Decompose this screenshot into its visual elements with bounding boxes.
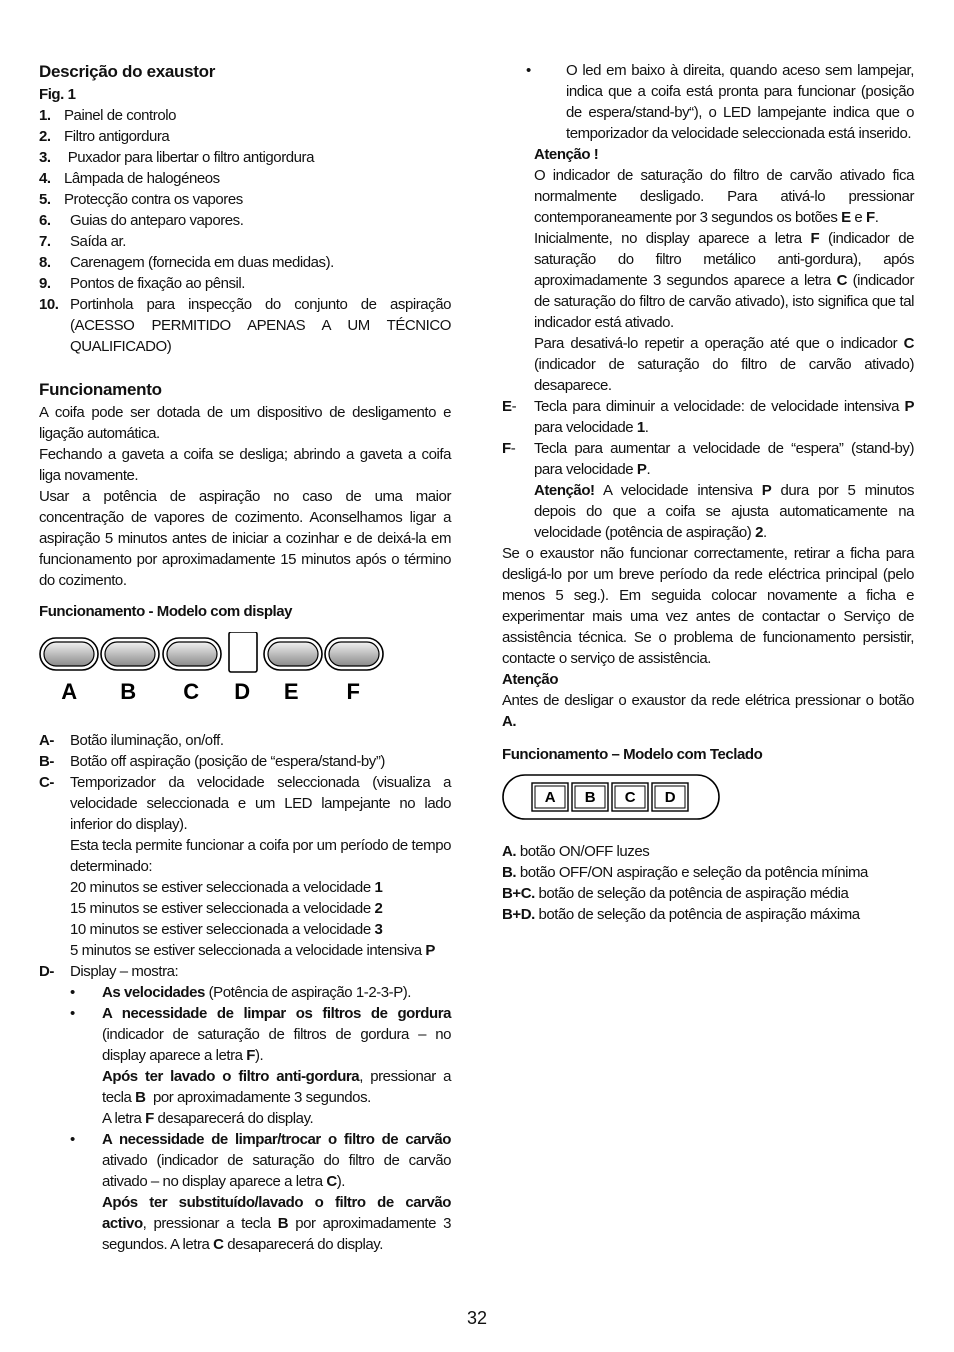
paragraph: Usar a potência de aspiração no caso de uma maior concentração de vapores de cozimento. Aconselhamos ligar a aspiração 5 minutos antes de iniciar a cozinhar e de deixá-la em funcionamento por aproximadamente 15 minutos após o término do cozimento. <box>39 488 451 589</box>
display-label-c: C <box>183 679 199 704</box>
list-item: 6. Guias do anteparo vapores. <box>39 212 244 229</box>
keypad-legend-item: B. botão OFF/ON aspiração e seleção da potência mínima <box>502 864 868 881</box>
key-label-d: D <box>664 789 676 806</box>
display-label-d: D <box>234 679 250 704</box>
list-item: E- Tecla para diminuir a velocidade: de velocidade intensiva P para velocidade 1. <box>502 398 914 436</box>
list-item: F- Tecla para aumentar a velocidade de “espera” (stand-by) para velocidade P. Atenção! A velocidade intensiva P dura por 5 minutos depois do que a coifa se ajusta automaticamente na velocidade (potência de aspiração) 2. <box>502 440 914 541</box>
display-label-f: F <box>346 679 360 704</box>
display-label-e: E <box>283 679 299 704</box>
list-item: 9. Pontos de fixação ao pênsil. <box>39 275 246 292</box>
display-label-b: B <box>120 679 136 704</box>
section-heading-keypad-model: Funcionamento – Modelo com Teclado <box>502 746 763 763</box>
page-number: 32 <box>466 1308 488 1328</box>
button-f-shape <box>325 638 383 670</box>
keypad-legend-item: A. botão ON/OFF luzes <box>502 843 650 860</box>
attention-title: Atenção <box>502 671 559 688</box>
key-label-b: B <box>584 789 596 806</box>
fig-label: Fig. 1 <box>39 86 76 103</box>
list-item: 3. Puxador para libertar o filtro antigordura <box>39 149 314 166</box>
list-item: 7. Saída ar. <box>39 233 126 250</box>
display-label-a: A <box>61 679 77 704</box>
paragraph: Fechando a gaveta a coifa se desliga; abrindo a gaveta a coifa liga novamente. <box>39 446 451 484</box>
button-b-shape <box>101 638 159 670</box>
attention-title: Atenção ! <box>534 146 599 163</box>
bullet-item: • A necessidade de limpar os filtros de gordura (indicador de saturação de filtros de gordura – no display aparece a letra F). Após ter lavado o filtro anti-gordura, pressionar a tecla B por aproximadamente 3 segundos. A letra F desaparecerá do display. <box>70 1005 451 1127</box>
keypad-legend-item: B+D. botão de seleção da potência de aspiração máxima <box>502 906 860 923</box>
bullet-item: • A necessidade de limpar/trocar o filtro de carvão ativado (indicador de saturação do filtro de carvão ativado – no display aparece a letra C). Após ter substituído/lavado o filtro de carvão activo, pressionar a tecla B por aproximadamente 3 segundos. A letra C desaparecerá do display. <box>70 1131 451 1253</box>
list-item: B- Botão off aspiração (posição de “espera/stand-by”) <box>39 753 385 770</box>
section-heading-description: Descrição do exaustor <box>39 62 216 81</box>
paragraph: A coifa pode ser dotada de um dispositivo de desligamento e ligação automática. <box>39 404 451 442</box>
list-item: 5. Protecção contra os vapores <box>39 191 243 208</box>
list-item: C- Temporizador da velocidade seleccionada (visualiza a velocidade seleccionada e um LED lampejante no lado inferior do display). Esta tecla permite funcionar a coifa por um período de tempo determinado: 20 minutos se estiver seleccionada a velocidade 1 15 minutos se estiver seleccionada a velocidade 2 10 minutos se estiver seleccionada a velocidade 3 5 minutos se estiver seleccionada a velocidade intensiva P <box>39 774 451 959</box>
list-item: A- Botão iluminação, on/off. <box>39 732 224 749</box>
keypad-legend-item: B+C. botão de seleção da potência de aspiração média <box>502 885 849 902</box>
section-heading-operation: Funcionamento <box>39 380 162 399</box>
section-heading-display-model: Funcionamento - Modelo com display <box>39 603 293 620</box>
display-panel-diagram <box>39 632 451 722</box>
key-label-c: C <box>624 789 636 806</box>
list-item: D- Display – mostra: <box>39 963 179 980</box>
button-e-shape <box>264 638 322 670</box>
bullet-item: • As velocidades (Potência de aspiração 1-2-3-P). <box>70 984 412 1001</box>
key-label-a: A <box>544 789 556 806</box>
button-a-shape <box>40 638 98 670</box>
left-column <box>39 60 451 1255</box>
keypad-diagram <box>502 771 914 823</box>
paragraph: Se o exaustor não funcionar correctamente, retirar a ficha para desligá-lo por um breve período da rede eléctrica principal (pelo menos 5 seg.). Em seguida colocar novamente a ficha e experimentar mais uma vez antes de contactar o Serviço de assistência técnica. Se o problema de funcionamento persistir, contacte o serviço de assistência. <box>502 545 914 667</box>
paragraph: Antes de desligar o exaustor da rede elétrica pressionar o botão A. <box>502 692 914 730</box>
bullet-item: • O led em baixo à direita, quando aceso sem lampejar, indica que a coifa está pronta para funcionar (posição de espera/stand-by“), o LED lampejante indica que o temporizador da velocidade seleccionada está inserido. <box>526 62 914 142</box>
parts-list <box>39 105 451 357</box>
right-column <box>502 60 914 925</box>
list-item: 8. Carenagem (fornecida em duas medidas). <box>39 254 334 271</box>
button-c-shape <box>163 638 221 670</box>
display-window-shape <box>229 632 257 672</box>
list-item: 10. Portinhola para inspecção do conjunto de aspiração (ACESSO PERMITIDO APENAS A UM TÉCNICO QUALIFICADO) <box>39 296 451 355</box>
attention-block: Atenção ! O indicador de saturação do filtro de carvão ativado fica normalmente desligado. Para ativá-lo pressionar contemporaneamente por 3 segundos os botões E e F. Inicialmente, no display aparece a letra F (indicador de saturação do filtro metálico anti-gordura), após aproximadamente 3 segundos aparece a letra C (indicador de saturação do filtro de carvão ativado), isto significa que tal indicador está ativado. Para desativá-lo repetir a operação até que o indicador C (indicador de saturação do filtro de carvão ativado) desaparece. <box>534 146 914 394</box>
list-item: 4. Lâmpada de halogéneos <box>39 170 220 187</box>
list-item: 1. Painel de controlo <box>39 107 176 124</box>
display-panel-figure <box>39 632 451 722</box>
list-item: 2. Filtro antigordura <box>39 128 170 145</box>
keypad-figure <box>502 771 914 823</box>
